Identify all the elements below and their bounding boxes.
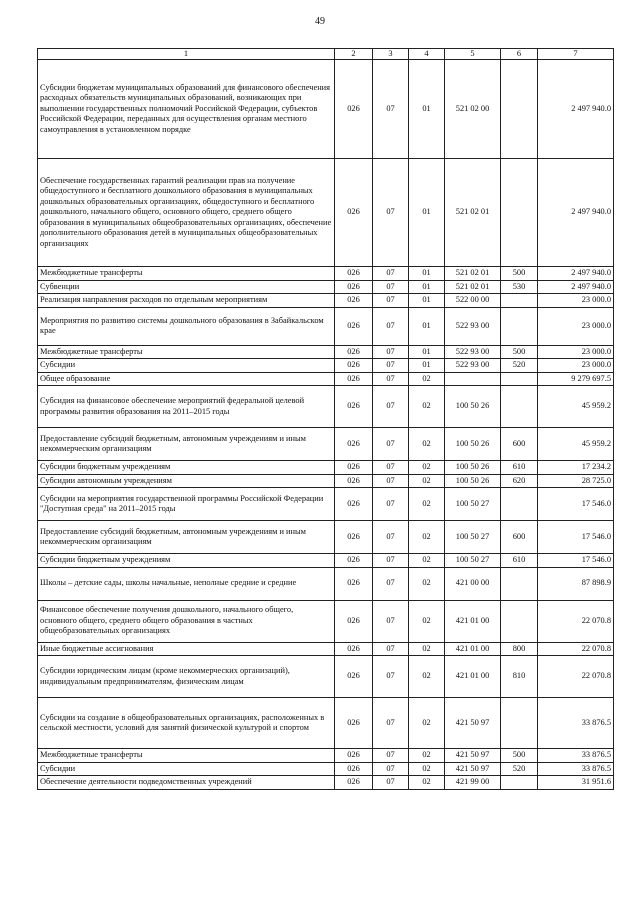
ministry-code-cell: 026 — [335, 698, 373, 749]
target-item-cell: 522 93 00 — [445, 307, 501, 345]
subsection-code-cell: 02 — [409, 461, 445, 475]
column-header: 7 — [538, 49, 614, 60]
ministry-code-cell: 026 — [335, 474, 373, 488]
ministry-code-cell: 026 — [335, 521, 373, 554]
expense-type-cell: 500 — [501, 345, 538, 359]
expense-type-cell — [501, 386, 538, 428]
expense-type-cell: 500 — [501, 267, 538, 281]
subsection-code-cell: 02 — [409, 372, 445, 386]
section-code-cell: 07 — [373, 762, 409, 776]
target-item-cell: 421 50 97 — [445, 698, 501, 749]
amount-cell: 17 546.0 — [538, 521, 614, 554]
section-code-cell: 07 — [373, 159, 409, 267]
ministry-code-cell: 026 — [335, 386, 373, 428]
section-code-cell: 07 — [373, 372, 409, 386]
section-code-cell: 07 — [373, 656, 409, 698]
section-code-cell: 07 — [373, 60, 409, 159]
expense-type-cell: 800 — [501, 642, 538, 656]
section-code-cell: 07 — [373, 554, 409, 568]
column-header: 3 — [373, 49, 409, 60]
section-code-cell: 07 — [373, 359, 409, 373]
table-row — [38, 359, 614, 373]
amount-cell: 2 497 940.0 — [538, 159, 614, 267]
amount-cell: 23 000.0 — [538, 294, 614, 308]
ministry-code-cell: 026 — [335, 600, 373, 642]
target-item-cell: 100 50 27 — [445, 488, 501, 521]
expense-type-cell — [501, 567, 538, 600]
expense-type-cell — [501, 372, 538, 386]
amount-cell: 33 876.5 — [538, 749, 614, 763]
target-item-cell: 421 01 00 — [445, 642, 501, 656]
column-header: 5 — [445, 49, 501, 60]
section-code-cell: 07 — [373, 280, 409, 294]
row-name-cell: Мероприятия по развитию системы дошкольного образования в Забайкальском крае — [38, 307, 335, 345]
row-name-cell: Субсидии бюджетным учреждениям — [38, 554, 335, 568]
amount-cell: 22 070.8 — [538, 600, 614, 642]
row-name-cell: Иные бюджетные ассигнования — [38, 642, 335, 656]
expense-type-cell: 610 — [501, 554, 538, 568]
table-row — [38, 345, 614, 359]
ministry-code-cell: 026 — [335, 345, 373, 359]
amount-cell: 22 070.8 — [538, 656, 614, 698]
table-row — [38, 488, 614, 521]
subsection-code-cell: 02 — [409, 762, 445, 776]
ministry-code-cell: 026 — [335, 428, 373, 461]
ministry-code-cell: 026 — [335, 749, 373, 763]
table-row — [38, 474, 614, 488]
row-name-cell: Обеспечение государственных гарантий реализации прав на получение общедоступного и бесплатного дошкольного образования в муниципальных дошкольных образовательных организациях, общедоступного и бесплатного дошкольного, начального общего, основного общего, среднего общего образования в муниципальных общеобразовательных организациях, обеспечение дополнительного образования детей в муниципальных общеобразовательных организациях — [38, 159, 335, 267]
target-item-cell: 521 02 01 — [445, 280, 501, 294]
target-item-cell: 521 02 01 — [445, 159, 501, 267]
table-row — [38, 642, 614, 656]
table-row — [38, 600, 614, 642]
ministry-code-cell: 026 — [335, 554, 373, 568]
subsection-code-cell: 02 — [409, 428, 445, 461]
expense-type-cell — [501, 60, 538, 159]
expense-type-cell: 500 — [501, 749, 538, 763]
subsection-code-cell: 02 — [409, 474, 445, 488]
target-item-cell: 100 50 27 — [445, 554, 501, 568]
amount-cell: 31 951.6 — [538, 776, 614, 790]
subsection-code-cell: 02 — [409, 488, 445, 521]
table-row — [38, 762, 614, 776]
table-row — [38, 656, 614, 698]
section-code-cell: 07 — [373, 600, 409, 642]
expense-type-cell: 620 — [501, 474, 538, 488]
section-code-cell: 07 — [373, 461, 409, 475]
expense-type-cell — [501, 294, 538, 308]
section-code-cell: 07 — [373, 642, 409, 656]
table-row — [38, 749, 614, 763]
ministry-code-cell: 026 — [335, 307, 373, 345]
table-row — [38, 159, 614, 267]
amount-cell: 17 546.0 — [538, 488, 614, 521]
ministry-code-cell: 026 — [335, 461, 373, 475]
target-item-cell: 522 93 00 — [445, 345, 501, 359]
header-row — [38, 49, 614, 60]
ministry-code-cell: 026 — [335, 656, 373, 698]
ministry-code-cell: 026 — [335, 567, 373, 600]
expense-type-cell: 810 — [501, 656, 538, 698]
row-name-cell: Субсидии на мероприятия государственной программы Российской Федерации "Доступная среда" на 2011–2015 годы — [38, 488, 335, 521]
ministry-code-cell: 026 — [335, 488, 373, 521]
row-name-cell: Субсидии автономным учреждениям — [38, 474, 335, 488]
amount-cell: 45 959.2 — [538, 386, 614, 428]
expense-type-cell: 600 — [501, 428, 538, 461]
section-code-cell: 07 — [373, 749, 409, 763]
target-item-cell: 421 50 97 — [445, 762, 501, 776]
section-code-cell: 07 — [373, 776, 409, 790]
table-row — [38, 428, 614, 461]
expense-type-cell — [501, 698, 538, 749]
target-item-cell: 421 50 97 — [445, 749, 501, 763]
section-code-cell: 07 — [373, 474, 409, 488]
table-row — [38, 267, 614, 281]
amount-cell: 23 000.0 — [538, 359, 614, 373]
amount-cell: 17 234.2 — [538, 461, 614, 475]
table-row — [38, 280, 614, 294]
subsection-code-cell: 01 — [409, 267, 445, 281]
section-code-cell: 07 — [373, 521, 409, 554]
section-code-cell: 07 — [373, 567, 409, 600]
subsection-code-cell: 01 — [409, 345, 445, 359]
row-name-cell: Общее образование — [38, 372, 335, 386]
amount-cell: 45 959.2 — [538, 428, 614, 461]
expense-type-cell: 520 — [501, 359, 538, 373]
target-item-cell: 100 50 27 — [445, 521, 501, 554]
row-name-cell: Межбюджетные трансферты — [38, 267, 335, 281]
subsection-code-cell: 02 — [409, 642, 445, 656]
section-code-cell: 07 — [373, 267, 409, 281]
subsection-code-cell: 01 — [409, 359, 445, 373]
table-row — [38, 60, 614, 159]
section-code-cell: 07 — [373, 386, 409, 428]
row-name-cell: Субсидии бюджетам муниципальных образований для финансового обеспечения расходных обязательств муниципальных образований, возникающих при выполнении государственных полномочий Российской Федерации, субъектов Российской Федерации, переданных для осуществления органам местного самоуправления в установленном порядке — [38, 60, 335, 159]
ministry-code-cell: 026 — [335, 294, 373, 308]
budget-table — [37, 48, 614, 790]
target-item-cell: 421 01 00 — [445, 600, 501, 642]
expense-type-cell: 600 — [501, 521, 538, 554]
subsection-code-cell: 01 — [409, 60, 445, 159]
section-code-cell: 07 — [373, 307, 409, 345]
subsection-code-cell: 02 — [409, 698, 445, 749]
column-header: 6 — [501, 49, 538, 60]
ministry-code-cell: 026 — [335, 280, 373, 294]
target-item-cell: 100 50 26 — [445, 386, 501, 428]
ministry-code-cell: 026 — [335, 642, 373, 656]
row-name-cell: Субсидии на создание в общеобразовательных организациях, расположенных в сельской местности, условий для занятий физической культурой и спортом — [38, 698, 335, 749]
amount-cell: 2 497 940.0 — [538, 60, 614, 159]
row-name-cell: Реализация направления расходов по отдельным мероприятиям — [38, 294, 335, 308]
ministry-code-cell: 026 — [335, 359, 373, 373]
table-row — [38, 461, 614, 475]
ministry-code-cell: 026 — [335, 159, 373, 267]
amount-cell: 33 876.5 — [538, 762, 614, 776]
row-name-cell: Субсидии бюджетным учреждениям — [38, 461, 335, 475]
table-row — [38, 698, 614, 749]
row-name-cell: Предоставление субсидий бюджетным, автономным учреждениям и иным некоммерческим организациям — [38, 428, 335, 461]
table-row — [38, 776, 614, 790]
subsection-code-cell: 01 — [409, 307, 445, 345]
amount-cell: 17 546.0 — [538, 554, 614, 568]
table-row — [38, 386, 614, 428]
ministry-code-cell: 026 — [335, 372, 373, 386]
row-name-cell: Субсидии — [38, 762, 335, 776]
expense-type-cell: 530 — [501, 280, 538, 294]
expense-type-cell — [501, 488, 538, 521]
expense-type-cell — [501, 600, 538, 642]
page-number: 49 — [315, 16, 325, 27]
subsection-code-cell: 02 — [409, 386, 445, 428]
amount-cell: 22 070.8 — [538, 642, 614, 656]
expense-type-cell: 610 — [501, 461, 538, 475]
ministry-code-cell: 026 — [335, 60, 373, 159]
column-header: 1 — [38, 49, 335, 60]
amount-cell: 23 000.0 — [538, 307, 614, 345]
amount-cell: 9 279 697.5 — [538, 372, 614, 386]
subsection-code-cell: 02 — [409, 749, 445, 763]
subsection-code-cell: 02 — [409, 521, 445, 554]
ministry-code-cell: 026 — [335, 762, 373, 776]
section-code-cell: 07 — [373, 345, 409, 359]
table-row — [38, 294, 614, 308]
ministry-code-cell: 026 — [335, 776, 373, 790]
target-item-cell: 421 99 00 — [445, 776, 501, 790]
subsection-code-cell: 02 — [409, 554, 445, 568]
row-name-cell: Обеспечение деятельности подведомственных учреждений — [38, 776, 335, 790]
row-name-cell: Субсидии — [38, 359, 335, 373]
target-item-cell: 522 00 00 — [445, 294, 501, 308]
amount-cell: 28 725.0 — [538, 474, 614, 488]
section-code-cell: 07 — [373, 428, 409, 461]
amount-cell: 23 000.0 — [538, 345, 614, 359]
subsection-code-cell: 01 — [409, 280, 445, 294]
amount-cell: 2 497 940.0 — [538, 280, 614, 294]
table-row — [38, 372, 614, 386]
subsection-code-cell: 02 — [409, 567, 445, 600]
row-name-cell: Финансовое обеспечение получения дошкольного, начального общего, основного общего, среднего общего образования в частных общеобразовательных организациях — [38, 600, 335, 642]
target-item-cell: 521 02 01 — [445, 267, 501, 281]
row-name-cell: Межбюджетные трансферты — [38, 749, 335, 763]
subsection-code-cell: 02 — [409, 776, 445, 790]
row-name-cell: Субсидия на финансовое обеспечение мероприятий федеральной целевой программы развития образования на 2011–2015 годы — [38, 386, 335, 428]
table-row — [38, 521, 614, 554]
amount-cell: 87 898.9 — [538, 567, 614, 600]
table-row — [38, 554, 614, 568]
target-item-cell: 421 01 00 — [445, 656, 501, 698]
target-item-cell: 100 50 26 — [445, 474, 501, 488]
amount-cell: 33 876.5 — [538, 698, 614, 749]
section-code-cell: 07 — [373, 294, 409, 308]
section-code-cell: 07 — [373, 698, 409, 749]
expense-type-cell — [501, 776, 538, 790]
table-body — [38, 60, 614, 790]
table-row — [38, 307, 614, 345]
target-item-cell: 100 50 26 — [445, 461, 501, 475]
row-name-cell: Предоставление субсидий бюджетным, автономным учреждениям и иным некоммерческим организациям — [38, 521, 335, 554]
expense-type-cell — [501, 159, 538, 267]
target-item-cell: 421 00 00 — [445, 567, 501, 600]
target-item-cell: 100 50 26 — [445, 428, 501, 461]
table-row — [38, 567, 614, 600]
row-name-cell: Субсидии юридическим лицам (кроме некоммерческих организаций), индивидуальным предпринимателям, физическим лицам — [38, 656, 335, 698]
section-code-cell: 07 — [373, 488, 409, 521]
expense-type-cell — [501, 307, 538, 345]
subsection-code-cell: 01 — [409, 294, 445, 308]
subsection-code-cell: 01 — [409, 159, 445, 267]
amount-cell: 2 497 940.0 — [538, 267, 614, 281]
column-header: 4 — [409, 49, 445, 60]
row-name-cell: Субвенции — [38, 280, 335, 294]
row-name-cell: Школы – детские сады, школы начальные, неполные средние и средние — [38, 567, 335, 600]
subsection-code-cell: 02 — [409, 656, 445, 698]
ministry-code-cell: 026 — [335, 267, 373, 281]
target-item-cell: 521 02 00 — [445, 60, 501, 159]
column-header: 2 — [335, 49, 373, 60]
target-item-cell: 522 93 00 — [445, 359, 501, 373]
row-name-cell: Межбюджетные трансферты — [38, 345, 335, 359]
target-item-cell — [445, 372, 501, 386]
expense-type-cell: 520 — [501, 762, 538, 776]
subsection-code-cell: 02 — [409, 600, 445, 642]
